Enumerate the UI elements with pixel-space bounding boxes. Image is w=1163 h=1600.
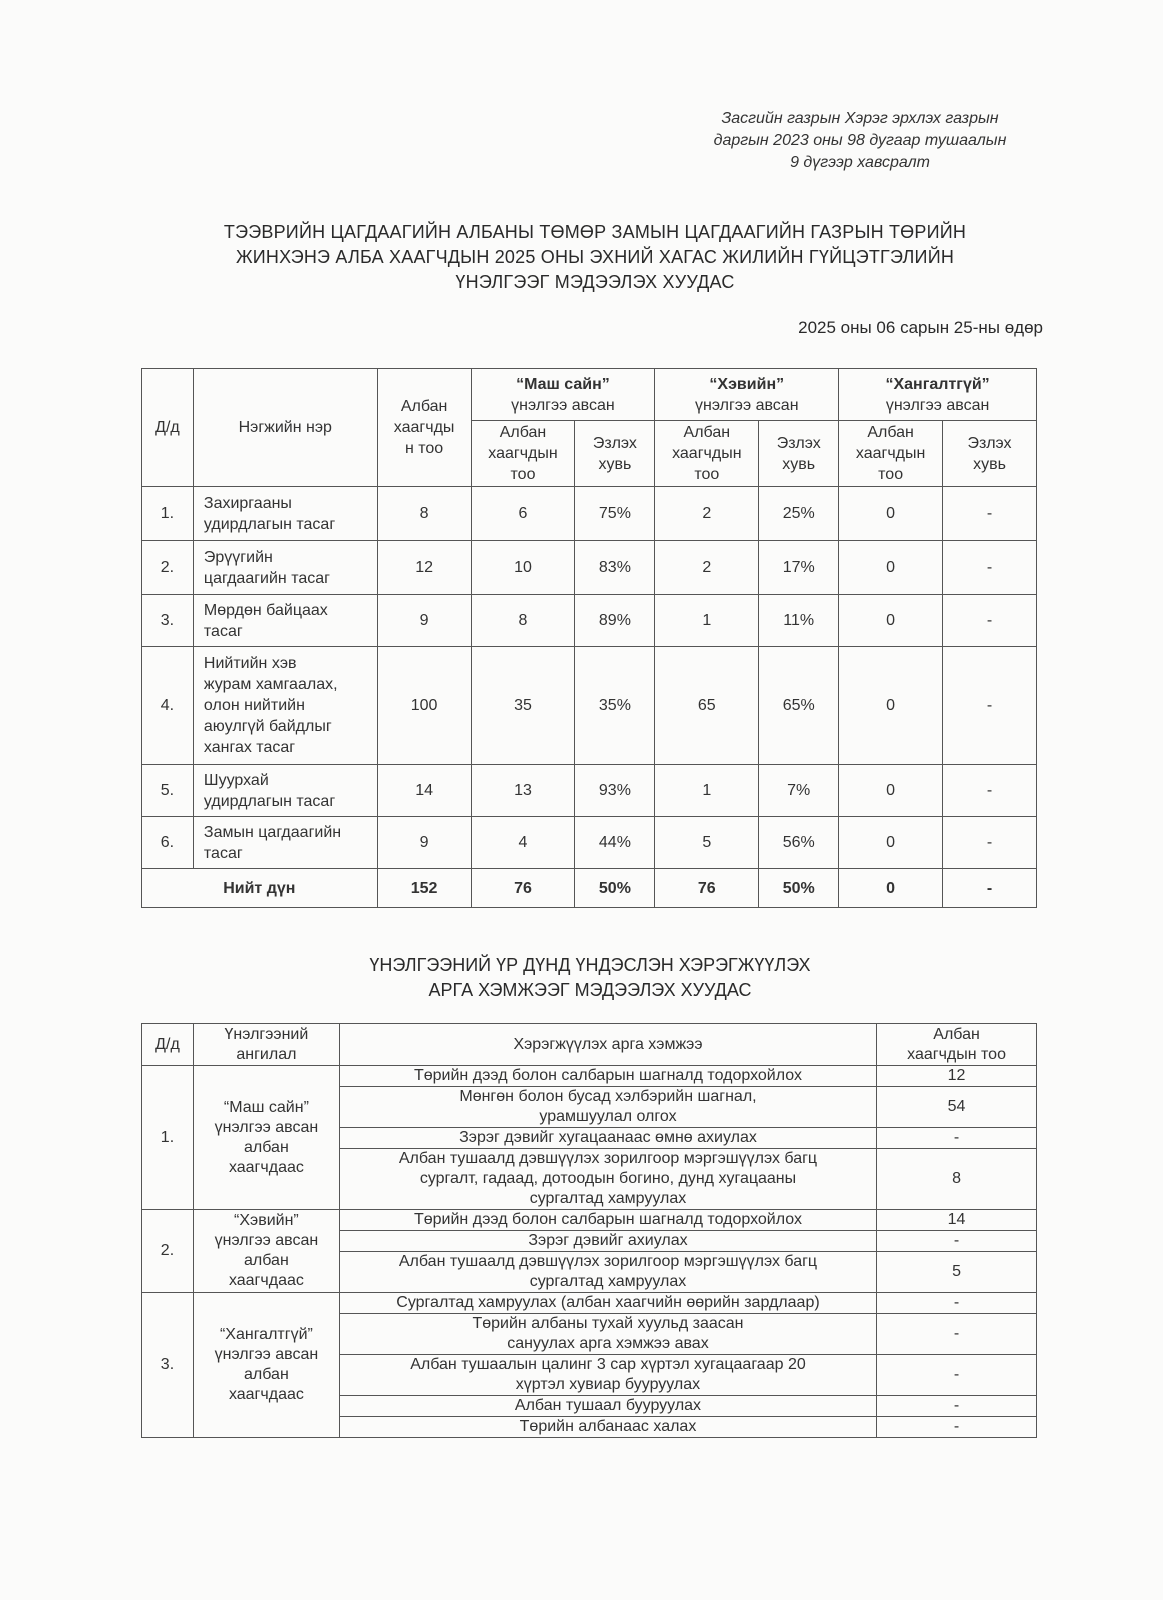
section-title [140, 953, 1040, 1003]
group-num: 3. [142, 1293, 194, 1438]
measure-count: - [877, 1417, 1037, 1438]
cell-hv-p: 25% [759, 487, 839, 541]
measure-cell: Албан тушаалын цалинг 3 сар хүртэл хугацаагаар 20 хүртэл хувиар бууруулах [339, 1355, 876, 1396]
cell-hv-p: 11% [759, 595, 839, 647]
cell-hv-n: 65 [655, 647, 759, 765]
cell-hg-n: 0 [839, 595, 943, 647]
cell-hg-n: 0 [839, 765, 943, 817]
table-row [142, 487, 1037, 541]
cell-ms-n: 10 [471, 541, 575, 595]
totals-row [142, 869, 1037, 908]
measures-table [141, 1023, 1037, 1438]
cell-hg-p: - [943, 765, 1037, 817]
measure-cell: Төрийн албанаас халах [339, 1417, 876, 1438]
cell-hg-p: - [943, 817, 1037, 869]
totals-hv-n: 76 [655, 869, 759, 908]
subheader-share: Эзлэх хувь [759, 421, 839, 487]
measure-cell: Төрийн дээд болон салбарын шагналд тодорхойлох [339, 1210, 876, 1231]
totals-hg-p: - [943, 869, 1037, 908]
row-num: 5. [142, 765, 194, 817]
cell-hg-p: - [943, 647, 1037, 765]
header-unit-name: Нэгжийн нэр [193, 369, 377, 487]
title-line: ҮНЭЛГЭЭГ МЭДЭЭЛЭХ ХУУДАС [455, 272, 735, 292]
cell-total: 12 [377, 541, 471, 595]
cell-ms-p: 89% [575, 595, 655, 647]
measure-count: - [877, 1293, 1037, 1314]
attachment-line: Засгийн газрын Хэрэг эрхлэх газрын [721, 110, 999, 127]
measure-count: - [877, 1128, 1037, 1149]
cell-hg-n: 0 [839, 487, 943, 541]
cell-hv-p: 17% [759, 541, 839, 595]
header-group-insufficient: “Хангалтгүй” үнэлгээ авсан [839, 369, 1037, 421]
subheader-count: Албан хаагчдын тоо [655, 421, 759, 487]
header-group-excellent: “Маш сайн” үнэлгээ авсан [471, 369, 655, 421]
measure-cell: Мөнгөн болон бусад хэлбэрийн шагнал, урамшуулал олгох [339, 1087, 876, 1128]
row-num: 1. [142, 487, 194, 541]
cell-ms-n: 6 [471, 487, 575, 541]
measure-count: - [877, 1396, 1037, 1417]
unit-name: Мөрдөн байцаах тасаг [193, 595, 377, 647]
cell-ms-n: 4 [471, 817, 575, 869]
group-num: 1. [142, 1066, 194, 1210]
totals-ms-n: 76 [471, 869, 575, 908]
cell-total: 100 [377, 647, 471, 765]
cell-total: 14 [377, 765, 471, 817]
totals-hv-p: 50% [759, 869, 839, 908]
table-row [142, 1210, 1037, 1231]
cell-ms-p: 44% [575, 817, 655, 869]
table-row [142, 1293, 1037, 1314]
unit-name: Захиргааны удирдлагын тасаг [193, 487, 377, 541]
cell-hv-p: 7% [759, 765, 839, 817]
cell-ms-n: 8 [471, 595, 575, 647]
cell-hg-n: 0 [839, 647, 943, 765]
measure-cell: Зэрэг дэвийг хугацаанаас өмнө ахиулах [339, 1128, 876, 1149]
header-num: Д/д [142, 369, 194, 487]
measure-count: 8 [877, 1149, 1037, 1210]
cell-hg-n: 0 [839, 817, 943, 869]
group-category: “Хангалтгүй” үнэлгээ авсан албан хаагчдаас [193, 1293, 339, 1438]
cell-ms-p: 93% [575, 765, 655, 817]
cell-total: 8 [377, 487, 471, 541]
measure-cell: Төрийн дээд болон салбарын шагналд тодорхойлох [339, 1066, 876, 1087]
measure-cell: Төрийн албаны тухай хуульд заасан сануулах арга хэмжээ авах [339, 1314, 876, 1355]
measure-count: 14 [877, 1210, 1037, 1231]
measure-cell: Албан тушаал бууруулах [339, 1396, 876, 1417]
unit-name: Эрүүгийн цагдаагийн тасаг [193, 541, 377, 595]
cell-total: 9 [377, 817, 471, 869]
group-num: 2. [142, 1210, 194, 1293]
row-num: 2. [142, 541, 194, 595]
measure-count: 5 [877, 1252, 1037, 1293]
measure-cell: Зэрэг дэвийг ахиулах [339, 1231, 876, 1252]
unit-name: Замын цагдаагийн тасаг [193, 817, 377, 869]
table-row [142, 765, 1037, 817]
totals-label: Нийт дүн [142, 869, 378, 908]
measure-cell: Албан тушаалд дэвшүүлэх зорилгоор мэргэшүүлэх багц сургалтад хамруулах [339, 1252, 876, 1293]
row-num: 6. [142, 817, 194, 869]
cell-hv-n: 2 [655, 541, 759, 595]
measure-count: 54 [877, 1087, 1037, 1128]
table-row [142, 647, 1037, 765]
page-title [120, 220, 1070, 295]
table-row [142, 541, 1037, 595]
subheader-count: Албан хаагчдын тоо [839, 421, 943, 487]
header-group-normal: “Хэвийн” үнэлгээ авсан [655, 369, 839, 421]
cell-total: 9 [377, 595, 471, 647]
header-staff-count: Албан хаагчдын тоо [877, 1024, 1037, 1066]
cell-hv-n: 1 [655, 765, 759, 817]
totals-hg-n: 0 [839, 869, 943, 908]
table-row [142, 1066, 1037, 1087]
cell-ms-p: 83% [575, 541, 655, 595]
header-category: Үнэлгээний ангилал [193, 1024, 339, 1066]
cell-hv-n: 1 [655, 595, 759, 647]
cell-ms-p: 35% [575, 647, 655, 765]
cell-hv-p: 65% [759, 647, 839, 765]
row-num: 4. [142, 647, 194, 765]
cell-ms-n: 35 [471, 647, 575, 765]
header-measure: Хэрэгжүүлэх арга хэмжээ [339, 1024, 876, 1066]
document-date: 2025 оны 06 сарын 25-ны өдөр [798, 318, 1043, 337]
cell-hv-n: 2 [655, 487, 759, 541]
attachment-line: даргын 2023 оны 98 дугаар тушаалын [713, 132, 1007, 149]
table-row [142, 595, 1037, 647]
title-line: ТЭЭВРИЙН ЦАГДААГИЙН АЛБАНЫ ТӨМӨР ЗАМЫН ЦАГДААГИЙН ГАЗРЫН ТӨРИЙН [223, 222, 967, 242]
unit-name: Нийтийн хэв журам хамгаалах, олон нийтийн аюулгүй байдлыг хангах тасаг [193, 647, 377, 765]
title-line: ЖИНХЭНЭ АЛБА ХААГЧДЫН 2025 ОНЫ ЭХНИЙ ХАГАС ЖИЛИЙН ГҮЙЦЭТГЭЛИЙН [235, 247, 955, 267]
group-category: “Маш сайн” үнэлгээ авсан албан хаагчдаас [193, 1066, 339, 1210]
attachment-line: 9 дүгээр хавсралт [790, 154, 930, 171]
subheader-share: Эзлэх хувь [943, 421, 1037, 487]
cell-hg-p: - [943, 487, 1037, 541]
cell-hg-n: 0 [839, 541, 943, 595]
measure-count: 12 [877, 1066, 1037, 1087]
table-row [142, 817, 1037, 869]
measure-count: - [877, 1355, 1037, 1396]
cell-hv-p: 56% [759, 817, 839, 869]
subheader-share: Эзлэх хувь [575, 421, 655, 487]
header-staff-count: Албан хаагчды н тоо [377, 369, 471, 487]
cell-ms-n: 13 [471, 765, 575, 817]
cell-ms-p: 75% [575, 487, 655, 541]
cell-hv-n: 5 [655, 817, 759, 869]
row-num: 3. [142, 595, 194, 647]
group-category: “Хэвийн” үнэлгээ авсан албан хаагчдаас [193, 1210, 339, 1293]
totals-total: 152 [377, 869, 471, 908]
subtitle-line: ҮНЭЛГЭЭНИЙ ҮР ДҮНД ҮНДЭСЛЭН ХЭРЭГЖҮҮЛЭХ [369, 955, 811, 975]
attachment-note [660, 108, 1060, 174]
measure-cell: Албан тушаалд дэвшүүлэх зорилгоор мэргэшүүлэх багц сургалт, гадаад, дотоодын богино, дунд хугацааны сургалтад хамруулах [339, 1149, 876, 1210]
subtitle-line: АРГА ХЭМЖЭЭГ МЭДЭЭЛЭХ ХУУДАС [428, 980, 752, 1000]
totals-ms-p: 50% [575, 869, 655, 908]
cell-hg-p: - [943, 541, 1037, 595]
subheader-count: Албан хаагчдын тоо [471, 421, 575, 487]
unit-name: Шуурхай удирдлагын тасаг [193, 765, 377, 817]
header-num: Д/д [142, 1024, 194, 1066]
measure-cell: Сургалтад хамруулах (албан хаагчийн өөрийн зардлаар) [339, 1293, 876, 1314]
measure-count: - [877, 1231, 1037, 1252]
evaluation-table [141, 368, 1037, 908]
cell-hg-p: - [943, 595, 1037, 647]
measure-count: - [877, 1314, 1037, 1355]
